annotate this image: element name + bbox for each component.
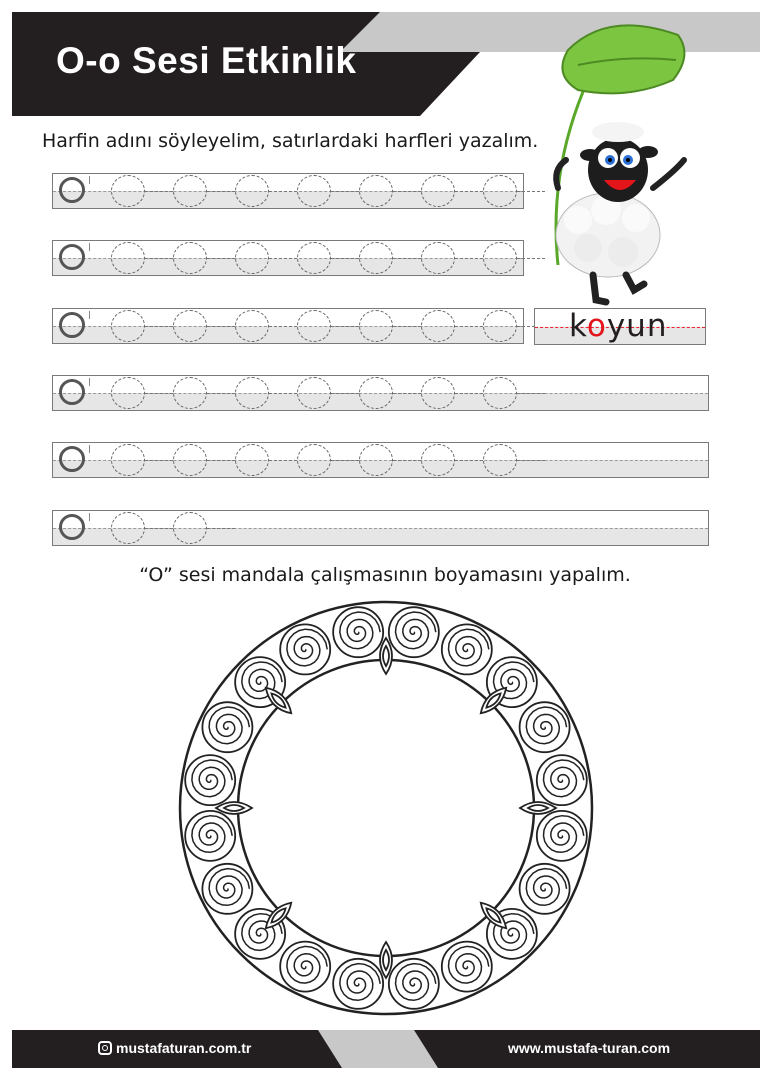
connector-dash (269, 191, 297, 192)
connector-dash (393, 460, 421, 461)
traced-letter-o (297, 444, 331, 476)
mandala-spiral (340, 964, 380, 1001)
traced-letter-o (173, 310, 207, 342)
mandala-instruction: “O” sesi mandala çalışmasının boyamasını yapalım. (139, 564, 631, 586)
traced-letter-o (483, 377, 517, 409)
instagram-icon (98, 1041, 112, 1055)
mandala-spiral (209, 707, 249, 744)
mandala-spiral-frame (185, 755, 235, 805)
traced-letter-o (235, 377, 269, 409)
writing-instruction: Harfin adını söyleyelim, satırlardaki harfleri yazalım. (42, 130, 539, 152)
connector-dash (331, 258, 359, 259)
mandala-spiral (192, 760, 232, 797)
connector-dash (455, 191, 483, 192)
practice-row[interactable] (52, 173, 524, 209)
row-tick (89, 311, 90, 319)
mandala-spiral (544, 760, 584, 797)
word-part-before: k (569, 308, 587, 344)
row-tick (89, 513, 90, 521)
traced-letter-o (173, 444, 207, 476)
connector-dash (269, 326, 297, 327)
connector-dash (207, 258, 235, 259)
traced-letter-o (235, 310, 269, 342)
model-letter-o (59, 446, 85, 472)
practice-row[interactable] (52, 240, 524, 276)
model-letter-o (59, 514, 85, 540)
mandala-leaf (520, 802, 556, 814)
connector-dash (393, 258, 421, 259)
traced-letter-o (297, 175, 331, 207)
traced-letter-o (359, 377, 393, 409)
practice-row[interactable] (52, 375, 709, 411)
practice-row[interactable] (52, 510, 709, 546)
connector-dash (455, 393, 483, 394)
connector-dash (207, 326, 235, 327)
mandala-spiral (544, 816, 584, 853)
mandala-spiral (396, 612, 436, 649)
mandala-spiral (396, 964, 436, 1001)
connector-dash (517, 258, 545, 259)
traced-letter-o (297, 242, 331, 274)
connector-dash (393, 393, 421, 394)
traced-letter-o (111, 242, 145, 274)
row-tick (89, 176, 90, 184)
mandala-spiral-frame (333, 959, 383, 1009)
traced-letter-o (297, 310, 331, 342)
row-tick (89, 378, 90, 386)
traced-letter-o (111, 377, 145, 409)
sheep-illustration (548, 20, 696, 310)
traced-letter-o (111, 512, 145, 544)
connector-dash (145, 528, 173, 529)
mandala-spiral-frame (280, 942, 330, 992)
connector-dash (455, 460, 483, 461)
example-word (569, 308, 667, 344)
mandala-leaf (380, 638, 392, 674)
connector-dash (517, 191, 545, 192)
traced-letter-o (235, 175, 269, 207)
connector-dash (145, 191, 173, 192)
page-title: O-o Sesi Etkinlik (56, 40, 357, 81)
mandala-leaf (262, 899, 296, 933)
row-tick (89, 445, 90, 453)
connector-dash (145, 393, 173, 394)
mandala-spiral (449, 946, 489, 983)
connector-dash (517, 460, 545, 461)
traced-letter-o (359, 444, 393, 476)
connector-dash (331, 326, 359, 327)
word-part-after: yun (606, 308, 668, 344)
traced-letter-o (297, 377, 331, 409)
connector-dash (517, 393, 545, 394)
connector-dash (269, 460, 297, 461)
mandala-spiral (287, 946, 327, 983)
connector-dash (145, 258, 173, 259)
traced-letter-o (483, 175, 517, 207)
traced-letter-o (421, 377, 455, 409)
word-highlight-letter: o (586, 308, 607, 344)
row-tick (89, 243, 90, 251)
example-word-box (534, 308, 706, 345)
connector-dash (331, 460, 359, 461)
model-letter-o (59, 379, 85, 405)
traced-letter-o (483, 242, 517, 274)
traced-letter-o (483, 444, 517, 476)
mandala-spiral (287, 629, 327, 666)
connector-dash (331, 191, 359, 192)
traced-letter-o (173, 175, 207, 207)
traced-letter-o (173, 377, 207, 409)
practice-row[interactable] (52, 442, 709, 478)
mandala-spiral (192, 816, 232, 853)
model-letter-o (59, 244, 85, 270)
instagram-handle: mustafaturan.com.tr (116, 1040, 252, 1056)
connector-dash (393, 326, 421, 327)
practice-row[interactable] (52, 308, 524, 344)
connector-dash (207, 393, 235, 394)
traced-letter-o (235, 242, 269, 274)
traced-letter-o (111, 310, 145, 342)
connector-dash (331, 393, 359, 394)
connector-dash (207, 191, 235, 192)
traced-letter-o (173, 242, 207, 274)
traced-letter-o (359, 310, 393, 342)
footer-website[interactable]: www.mustafa-turan.com (508, 1040, 671, 1056)
mandala-spiral-frame (202, 702, 252, 752)
mandala-leaf (477, 684, 511, 718)
connector-dash (269, 393, 297, 394)
mandala-spiral (526, 707, 566, 744)
traced-letter-o (359, 242, 393, 274)
mandala-spiral (526, 869, 566, 906)
mandala-spiral-frame (520, 702, 570, 752)
mandala-leaf (380, 942, 392, 978)
mandala-drawing (176, 598, 596, 1018)
mandala-spiral (340, 612, 380, 649)
model-letter-o (59, 177, 85, 203)
mandala-spiral (209, 869, 249, 906)
traced-letter-o (421, 310, 455, 342)
footer-instagram[interactable] (98, 1040, 251, 1056)
connector-dash (455, 326, 483, 327)
traced-letter-o (421, 175, 455, 207)
traced-letter-o (173, 512, 207, 544)
traced-letter-o (235, 444, 269, 476)
connector-dash (393, 191, 421, 192)
traced-letter-o (421, 444, 455, 476)
mandala-spiral-frame (280, 624, 330, 674)
connector-dash (455, 258, 483, 259)
mandala-spiral-frame (333, 607, 383, 657)
mandala-spiral (449, 629, 489, 666)
connector-dash (269, 258, 297, 259)
traced-letter-o (359, 175, 393, 207)
model-letter-o (59, 312, 85, 338)
mandala-spiral-frame (537, 755, 587, 805)
traced-letter-o (111, 444, 145, 476)
connector-dash (145, 460, 173, 461)
connector-dash (207, 460, 235, 461)
mandala-leaf (216, 802, 252, 814)
mandala-leaf (262, 684, 296, 718)
traced-letter-o (421, 242, 455, 274)
traced-letter-o (111, 175, 145, 207)
connector-dash (207, 528, 235, 529)
connector-dash (145, 326, 173, 327)
traced-letter-o (483, 310, 517, 342)
